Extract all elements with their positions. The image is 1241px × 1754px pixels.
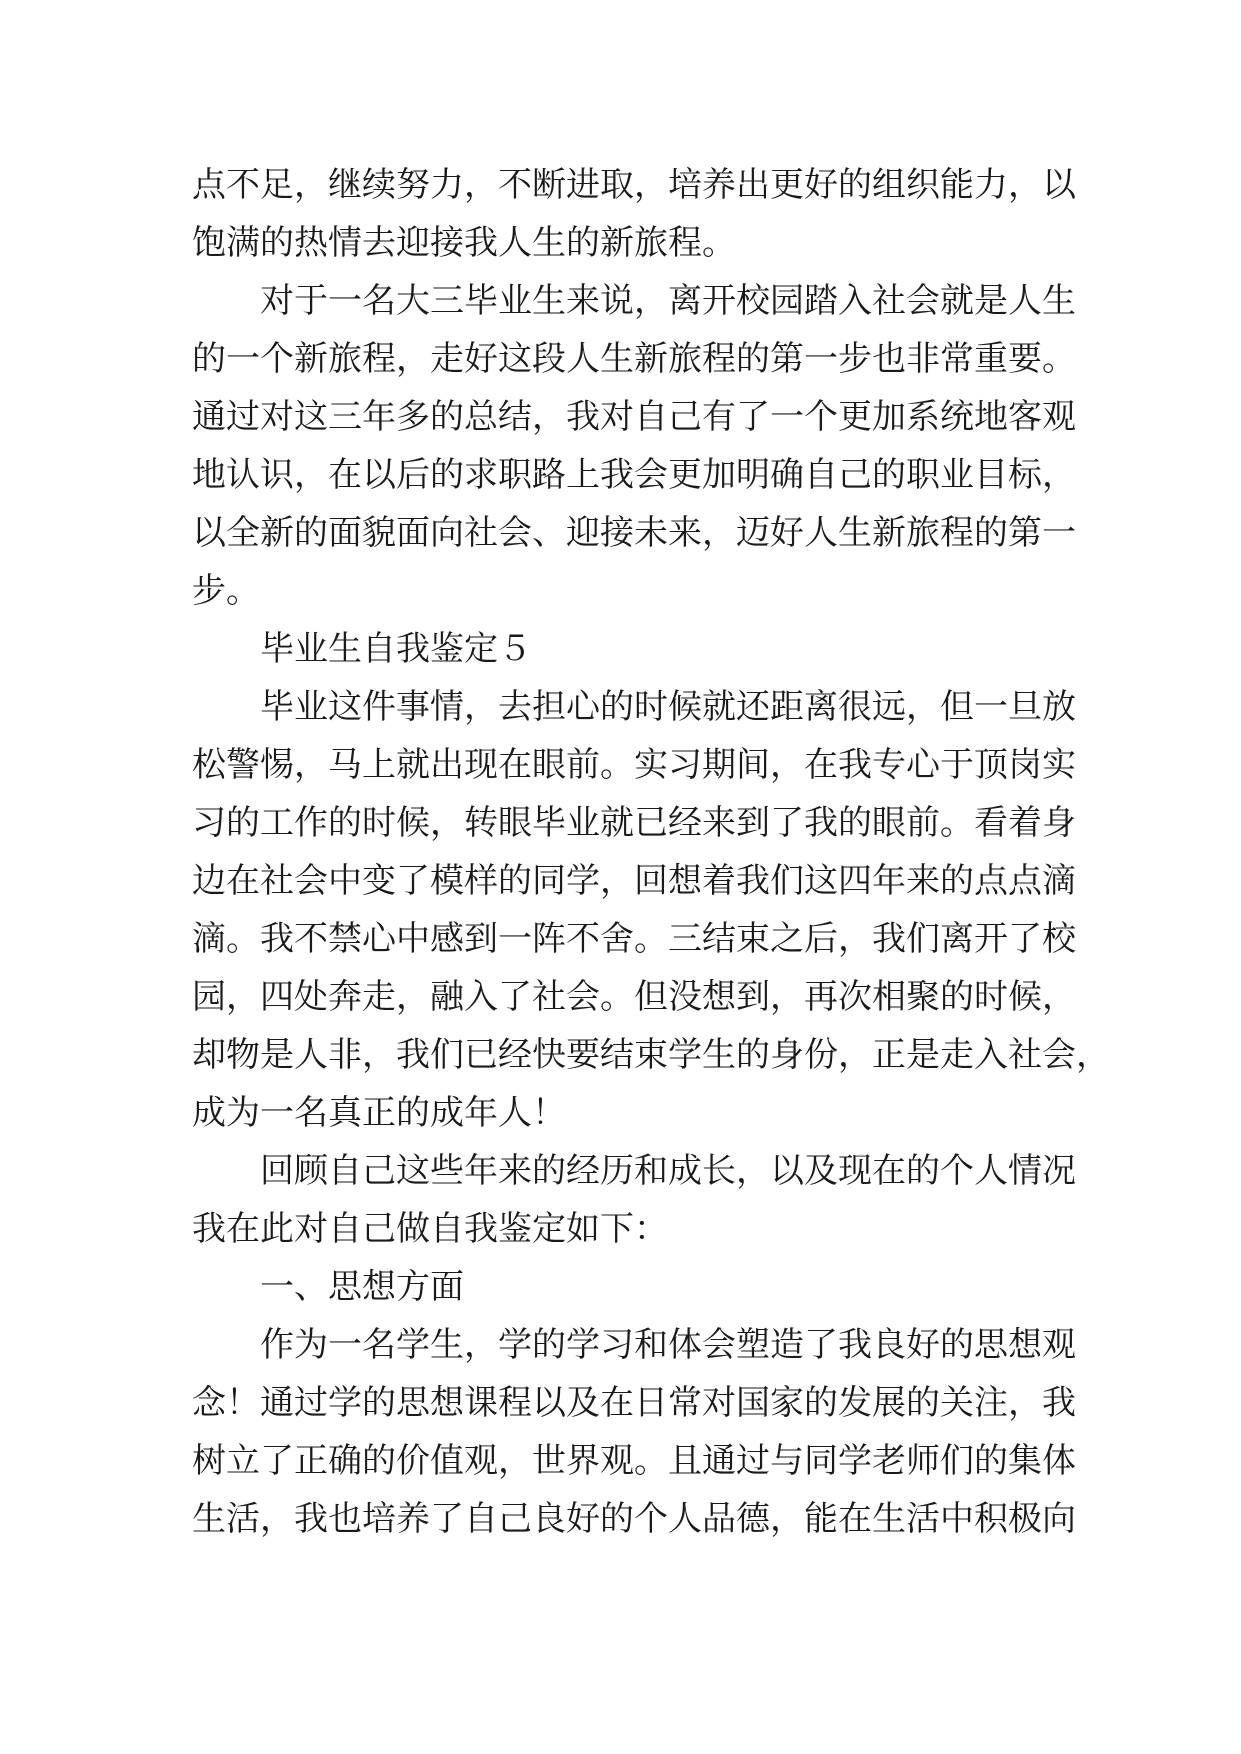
text-line: 毕业生自我鉴定５ bbox=[260, 629, 532, 669]
text-line: 地认识，在以后的求职路上我会更加明确自己的职业目标， bbox=[192, 455, 1076, 495]
document-body bbox=[192, 156, 1110, 1548]
text-line: 饱满的热情去迎接我人生的新旅程。 bbox=[192, 223, 736, 263]
text-line: 松警惕，马上就出现在眼前。实习期间，在我专心于顶岗实 bbox=[192, 745, 1076, 785]
text-line: 我在此对自己做自我鉴定如下： bbox=[192, 1209, 668, 1249]
text-line: 念！通过学的思想课程以及在日常对国家的发展的关注，我 bbox=[192, 1383, 1076, 1423]
text-line: 习的工作的时候，转眼毕业就已经来到了我的眼前。看着身 bbox=[192, 803, 1076, 843]
text-line: 成为一名真正的成年人！ bbox=[192, 1093, 566, 1133]
text-line: 边在社会中变了模样的同学，回想着我们这四年来的点点滴 bbox=[192, 861, 1076, 901]
text-line: 回顾自己这些年来的经历和成长，以及现在的个人情况 bbox=[260, 1151, 1076, 1191]
text-line: 滴。我不禁心中感到一阵不舍。三结束之后，我们离开了校 bbox=[192, 919, 1076, 959]
text-line: 树立了正确的价值观，世界观。且通过与同学老师们的集体 bbox=[192, 1441, 1076, 1481]
text-line: 毕业这件事情，去担心的时候就还距离很远，但一旦放 bbox=[260, 687, 1076, 727]
text-line: 的一个新旅程，走好这段人生新旅程的第一步也非常重要。 bbox=[192, 339, 1076, 379]
text-line: 步。 bbox=[192, 571, 260, 611]
text-line: 生活，我也培养了自己良好的个人品德，能在生活中积极向 bbox=[192, 1499, 1076, 1539]
text-line: 一、思想方面 bbox=[260, 1267, 464, 1307]
text-line: 园，四处奔走，融入了社会。但没想到，再次相聚的时候， bbox=[192, 977, 1076, 1017]
text-line: 点不足，继续努力，不断进取，培养出更好的组织能力，以 bbox=[192, 165, 1076, 205]
text-line: 通过对这三年多的总结，我对自己有了一个更加系统地客观 bbox=[192, 397, 1076, 437]
text-line: 对于一名大三毕业生来说，离开校园踏入社会就是人生 bbox=[260, 281, 1076, 321]
text-line: 作为一名学生，学的学习和体会塑造了我良好的思想观 bbox=[260, 1325, 1076, 1365]
text-line: 却物是人非，我们已经快要结束学生的身份，正是走入社会， bbox=[192, 1035, 1110, 1075]
text-line: 以全新的面貌面向社会、迎接未来，迈好人生新旅程的第一 bbox=[192, 513, 1076, 553]
